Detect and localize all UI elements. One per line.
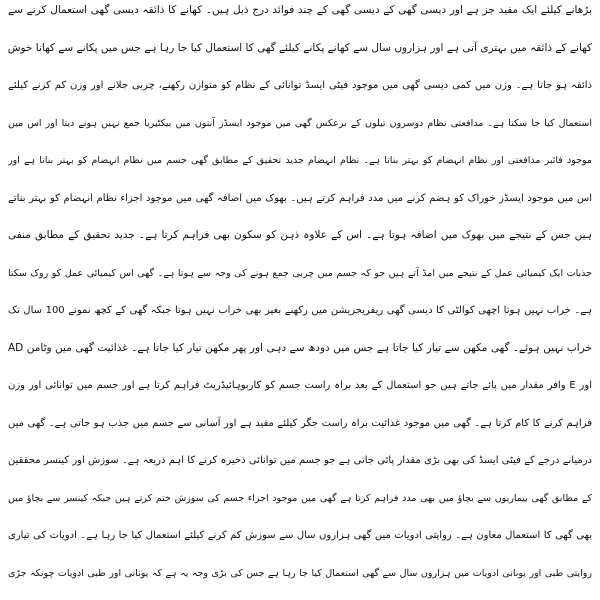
text-line: درمیانے درجے کے فیٹی ایسڈ کی بھی بڑی مقدار پائی جاتی ہے جو جسم میں توانائی ذخیرہ کرنے کا اہم ذریعہ ہے۔ سوزش اور کینسر محققین: [8, 455, 592, 466]
text-line: ہیں جس کے نتیجے میں بھوک میں اضافہ ہوتا ہے۔ اس کے علاوہ ذہن کو سکون بھی فراہم کرتا ہے۔ جدید تحقیق کے مطابق منفی: [8, 229, 592, 241]
text-line: کھانے کے ذائقہ میں بہتری آتی ہے اور ہزاروں سال سے کھانے پکانے کیلئے گھی کا استعمال کیا جا رہا ہے جس میں پکانے سے کھانا خوش: [8, 41, 592, 54]
text-line: فراہم کرنے کا کام کرتا ہے۔ گھی میں موجود غذائیت براہ راست جگر کیلئے مفید ہے اور آسانی سے جسم میں جذب ہو جاتی ہے۔ گھی میں: [8, 417, 592, 429]
text-line: کے مطابق گھی بیماریوں سے بچاؤ میں بھی مدد فراہم کرتا ہے گھی میں موجود اجزاء جسم کی سوزش ختم کرتے ہیں جبکہ کینسر سے بچاؤ میں: [8, 492, 592, 504]
text-line: اس میں موجود ایسڈز خوراک کو ہضم کرنے میں مدد فراہم کرتے ہیں۔ بھوک میں اضافہ گھی میں موجود اجزاء نظام انہضام کو بہتر بناتے: [8, 192, 592, 204]
text-line: موجود فائبر مدافعتی اور نظام انہضام کو بہتر بناتا ہے۔ نظام انہضام جدید تحقیق کے مطابق گھی جسم میں نظام انہضام کو بہتر بناتا ہے اور: [8, 155, 592, 166]
text-line: استعمال کیا جا سکتا ہے۔ مدافعتی نظام دوسروں تیلوں کے برعکس گھی میں موجود ایسڈز آنتوں میں بیکٹیریا جمع نہیں ہونے دیتا اور اس میں: [8, 117, 592, 129]
text-line: ہے۔ خراب نہیں ہوتا اچھی کوالٹی کا دیسی گھی ریفریجریشن میں رکھنے بغیر بھی خراب نہیں ہوتا جبکہ گھی کے کچھ نمونے 100 سال تک: [8, 305, 592, 316]
text-line: اور E وافر مقدار میں پائے جاتے ہیں جو استعمال کے بعد براہ راست جسم کو کاربوہائیڈریٹ فراہم کرتا ہے اور جسم میں توانائی اور وزن: [8, 380, 592, 391]
text-line: جذبات ایک کیمیائی عمل کے نتیجے میں امڈ آتے ہیں جو کہ جسم میں چربی جمع ہونے کی وجہ سے ہوتا ہے۔ گھی اس کیمیائی عمل کو روک سکتا: [8, 267, 592, 279]
text-line: بھی گھی کا استعمال معاون ہے۔ روایتی ادویات میں گھی ہزاروں سال سے سوزش کم کرنے کیلئے استعمال کیا جا رہا ہے۔ ادویات کی تیاری: [8, 530, 592, 541]
article-text: [8, 0, 592, 592]
text-line: خراب نہیں ہوئے۔ گھی مکھن سے تیار کیا جاتا ہے جس میں دودھ سے دہی اور پھر مکھن تیار کیا جاتا ہے۔ غذائیت گھی میں وٹامن AD: [8, 341, 592, 354]
text-line: ذائقہ ہو جاتا ہے۔ وزن میں کمی دیسی گھی میں موجود فیٹی ایسڈ توانائی کے نظام کو متوازن رکھنے، چربی جلانے اور وزن کم کرنے کیلئے: [8, 80, 592, 91]
text-line: بڑھانے کیلئے ایک مفید جز ہے اور دیسی گھی کے دیسی گھی کے چند فوائد درج ذیل ہیں۔ کھانے کا ذائقہ دیسی گھی استعمال کرنے سے: [8, 4, 592, 16]
text-line: روایتی طبی اور یونانی ادویات میں ہزاروں سال سے گھی استعمال کیا جا رہا ہے جس کی بڑی وجہ یہ ہے کہ یونانی اور طبی ادویات چونکہ جڑی: [8, 567, 592, 579]
